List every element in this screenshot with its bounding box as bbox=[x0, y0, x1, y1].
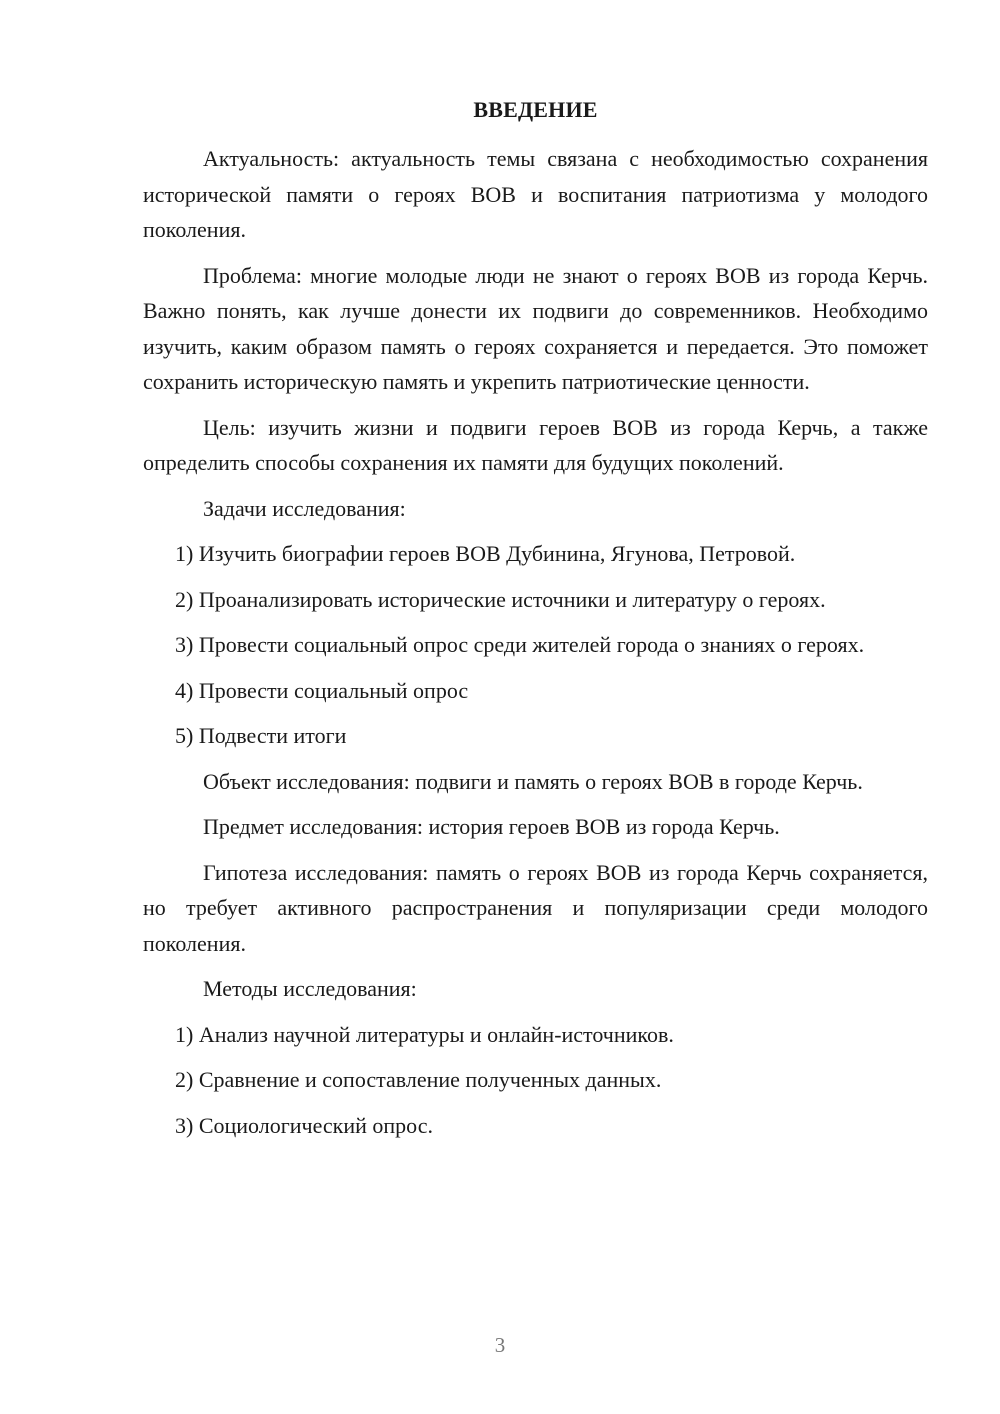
task-item-1: 1) Изучить биографии героев ВОВ Дубинина, Ягунова, Петровой. bbox=[175, 541, 796, 566]
methods-heading: Методы исследования: bbox=[203, 976, 417, 1001]
method-item-1: 1) Анализ научной литературы и онлайн-источников. bbox=[175, 1021, 674, 1047]
problem-paragraph: Проблема: многие молодые люди не знают о героях ВОВ из города Керчь. Важно понять, как лучше донести их подвиги до современников. Необходимо изучить, каким образом память о героях сохраняется и передается. Это поможет сохранить историческую память и укрепить патриотические ценности. bbox=[143, 262, 928, 394]
method-item-2: 2) Сравнение и сопоставление полученных данных. bbox=[175, 1067, 662, 1092]
object-paragraph: Объект исследования: подвиги и память о героях ВОВ в городе Керчь. bbox=[203, 768, 863, 794]
tasks-heading: Задачи исследования: bbox=[203, 495, 406, 521]
goal-paragraph: Цель: изучить жизни и подвиги героев ВОВ из города Керчь, а также определить способы сохранения их памяти для будущих поколений. bbox=[143, 414, 928, 475]
subject-paragraph: Предмет исследования: история героев ВОВ из города Керчь. bbox=[203, 814, 780, 839]
relevance-paragraph: Актуальность: актуальность темы связана с необходимостью сохранения исторической памяти о героях ВОВ и воспитания патриотизма у молодого поколения. bbox=[143, 146, 928, 242]
task-item-4: 4) Провести социальный опрос bbox=[175, 677, 469, 703]
task-item-5: 5) Подвести итоги bbox=[175, 723, 347, 748]
method-item-3: 3) Социологический опрос. bbox=[175, 1112, 433, 1138]
document-page bbox=[143, 92, 928, 1153]
page-number: 3 bbox=[494, 1333, 506, 1357]
section-title: ВВЕДЕНИЕ bbox=[473, 97, 598, 122]
hypothesis-paragraph: Гипотеза исследования: память о героях ВОВ из города Керчь сохраняется, но требует активного распространения и популяризации среди молодого поколения. bbox=[143, 859, 928, 956]
task-item-3: 3) Провести социальный опрос среди жителей города о знаниях о героях. bbox=[175, 632, 865, 657]
task-item-2: 2) Проанализировать исторические источники и литературу о героях. bbox=[175, 586, 826, 612]
